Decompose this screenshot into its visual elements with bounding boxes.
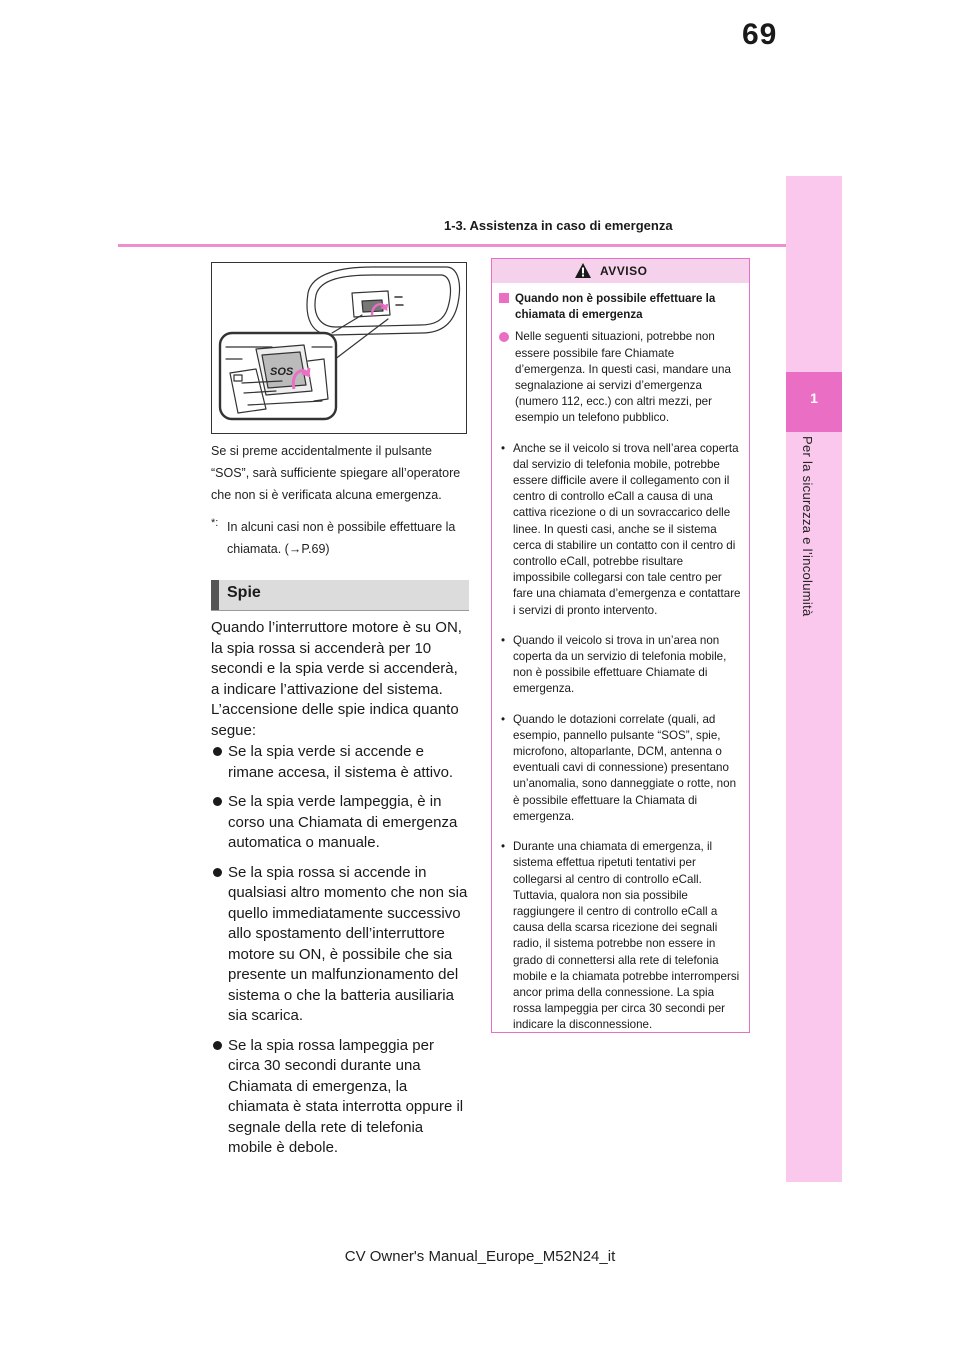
bullet-mark: • [501,441,506,455]
bullet-mark: • [501,840,506,854]
footnote [211,516,471,560]
list-item [211,742,469,783]
circle-bullet-icon [499,332,509,342]
section-title: 1-3. Assistenza in caso di emergenza [444,218,673,233]
section-heading-label: Spie [227,584,261,601]
list-item-text: Se la spia rossa lampeggia per circa 30 secondi durante una Chiamata di emergenza, la chiamata è stata interrotta oppure il segnale della rete di telefonia mobile è debole. [228,1036,464,1156]
warning-subheading-text: Quando non è possibile effettuare la chiamata di emergenza [515,292,716,322]
bullet-list [211,742,469,1168]
footnote-marker: *: [211,517,219,529]
warning-item [499,633,742,698]
list-item [211,792,469,854]
list-item [211,1036,469,1159]
footnote-text: In alcuni casi non è possibile effettuare la chiamata. (→P.69) [227,520,456,556]
header-rule [118,244,786,247]
warning-box [491,258,750,1033]
list-item [211,863,469,1027]
bullet-dot [213,868,222,877]
list-item-text: Se la spia verde si accende e rimane accesa, il sistema è attivo. [228,743,454,781]
bullet-mark: • [501,633,506,647]
chapter-number: 1 [810,390,818,406]
warning-item [499,839,742,1033]
square-bullet-icon [499,293,509,303]
warning-item-text: Durante una chiamata di emergenza, il sistema effettua ripetuti tentativi per collegarsi al centro di controllo eCall. Tuttavia, qualora non sia possibile raggiungere il centro di controllo eCall a causa della scarsa ricezione dei segnali radio, il sistema potrebbe non essere in grado di connettersi alla rete di telefonia mobile e la chiamata potrebbe interrompersi ancor prima della connessione. La spia rossa lampeggia per circa 30 secondi per indicare la disconnessione. [513,840,740,1032]
section-heading [211,580,469,611]
warning-item-text: Anche se il veicolo si trova nell’area coperta dal servizio di telefonia mobile, potrebbe essere difficile avere il collegamento con il centro di controllo eCall a causa di una cattiva ricezione o di un sovraccarico delle linee. In questi casi, anche se il sistema cerca di stabilire un contatto con il centro di controllo eCall, potrebbe risultare impossibile collegarsi con tale centro per fare una chiamata d’emergenza e contattare i servizi di pronto intervento. [513,441,741,617]
warning-header [492,259,749,283]
chapter-label: Per la sicurezza e l’incolumità [800,436,815,617]
warning-body [499,291,742,1048]
warning-lead [499,329,742,426]
illustration-caption: Se si preme accidentalmente il pulsante “SOS”, sarà sufficiente spiegare all’operatore che non si è verificata alcuna emergenza. [211,444,461,502]
warning-icon [574,262,592,279]
footer-manual-id: CV Owner's Manual_Europe_M52N24_it [344,1248,616,1265]
sos-button-illustration [211,262,467,434]
warning-item-text: Quando il veicolo si trova in un’area non coperta da un servizio di telefonia mobile, non è possibile effettuare Chiamate di emergenza. [513,633,727,696]
side-tab [786,176,842,1182]
overhead-console-drawing [212,263,466,433]
warning-item [499,441,742,619]
bullet-dot [213,747,222,756]
warning-item-text: Quando le dotazioni correlate (quali, ad esempio, pannello pulsante “SOS”, spie, microfono, altoparlante, DCM, antenna o eventuali cavi di connessione) presentano un’anomalia, sono danneggiate o rotte, non è possibile effettuare la Chiamata di emergenza. [513,712,737,823]
bullet-dot [213,1041,222,1050]
sos-label: SOS [270,366,294,378]
list-item-text: Se la spia verde lampeggia, è in corso una Chiamata di emergenza automatica o manuale. [228,793,458,851]
warning-title: AVVISO [600,264,648,278]
warning-item [499,712,742,825]
bullet-dot [213,797,222,806]
body-paragraph: Quando l’interruttore motore è su ON, la spia rossa si accenderà per 10 secondi e la spia verde si accenderà, a indicare l’attivazione del sistema. L’accensione delle spie indica quanto segue: [211,619,462,739]
list-item-text: Se la spia rossa si accende in qualsiasi altro momento che non sia quello immediatamente successivo allo spostamento dell’interruttore motore su ON, è possibile che sia presente un malfunzionamento del sistema o che la batteria ausiliaria sia scarica. [228,863,468,1024]
warning-subheading [499,291,742,323]
bullet-mark: • [501,712,506,726]
page-number: 69 [742,18,778,51]
warning-lead-text: Nelle seguenti situazioni, potrebbe non essere possibile fare Chiamate d’emergenza. In questi casi, mandare una segnalazione ai servizi d’emergenza (numero 112, ecc.) con altri mezzi, per esempio un telefono pubblico. [515,330,731,425]
heading-bar [211,580,219,610]
